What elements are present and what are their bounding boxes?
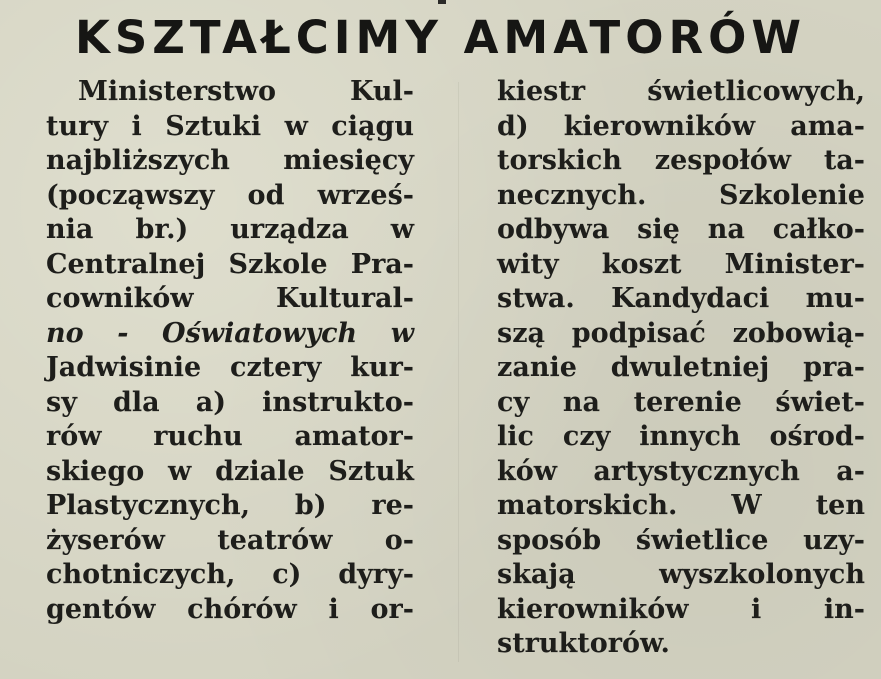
- text-line: tury i Sztuki w ciągu: [46, 110, 414, 142]
- text-line: najbliższych miesięcy: [46, 145, 414, 176]
- text-line: rów ruchu amator-: [46, 421, 414, 452]
- text-line: kiestr świetlicowych,: [497, 76, 865, 107]
- text-line: kierowników i in-: [497, 593, 865, 625]
- text-line: torskich zespołów ta-: [497, 145, 865, 176]
- text-line: Jadwisinie cztery kur-: [46, 352, 414, 383]
- column-gutter: [458, 82, 459, 662]
- text-line: sy dla a) instrukto-: [46, 386, 414, 418]
- text-line: szą podpisać zobowią-: [497, 317, 865, 349]
- text-line: zanie dwuletniej pra-: [497, 352, 865, 383]
- text-line: żyserów teatrów o-: [46, 524, 414, 556]
- text-line: Centralnej Szkole Pra-: [46, 248, 414, 280]
- text-line: skają wyszkolonych: [497, 559, 865, 590]
- text-line: stwa. Kandydaci mu-: [497, 283, 865, 314]
- text-line: cy na terenie świet-: [497, 386, 865, 418]
- text-line: lic czy innych ośrod-: [497, 421, 865, 452]
- text-line: Ministerstwo Kul-: [78, 76, 414, 107]
- text-line: matorskich. W ten: [497, 490, 865, 521]
- text-line: gentów chórów i or-: [46, 593, 414, 625]
- article-headline: KSZTAŁCIMY AMATORÓW: [74, 11, 807, 64]
- text-line: (począwszy od wrześ-: [46, 179, 414, 211]
- text-line: Plastycznych, b) re-: [46, 490, 414, 521]
- text-line: odbywa się na całko-: [497, 214, 865, 245]
- text-line: ków artystycznych a-: [497, 455, 865, 487]
- text-line: sposób świetlice uzy-: [497, 524, 865, 556]
- right-column: [497, 75, 865, 662]
- text-line: nia br.) urządza w: [46, 214, 414, 245]
- cropped-text-fragment: [0, 0, 881, 8]
- text-line: struktorów.: [497, 628, 670, 659]
- text-line: necznych. Szkolenie: [497, 179, 865, 211]
- text-line: skiego w dziale Sztuk: [46, 455, 414, 487]
- text-line: wity koszt Minister-: [497, 248, 865, 280]
- text-line: no - Oświatowych w: [46, 317, 414, 349]
- text-line: chotniczych, c) dyry-: [46, 559, 414, 590]
- text-line: d) kierowników ama-: [497, 110, 865, 142]
- ink-mark: [438, 0, 446, 4]
- left-column: [46, 75, 414, 627]
- text-line: cowników Kultural-: [46, 283, 414, 314]
